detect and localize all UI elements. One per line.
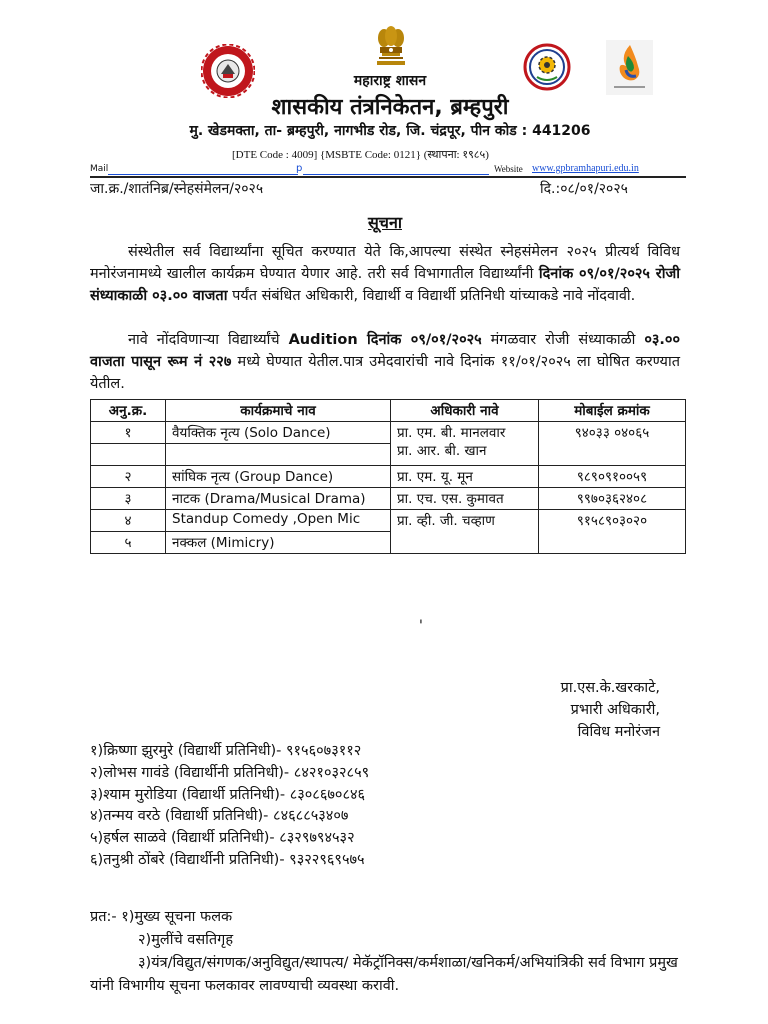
notice-paragraph-2 [90, 329, 680, 395]
mail-underline [108, 174, 298, 175]
table-cell-sr: १ [91, 422, 166, 444]
mail-underline-2 [303, 174, 489, 175]
header-divider [90, 176, 686, 178]
college-emblem-icon [201, 44, 255, 98]
table-header-program: कार्यक्रमाचे नाव [166, 400, 391, 422]
signature-department: विविध मनोरंजन [577, 724, 660, 740]
stray-mark: ' [419, 618, 423, 634]
gear-seal-icon [523, 43, 571, 91]
table-cell-empty [166, 444, 391, 466]
signature-designation: प्रभारी अधिकारी, [570, 702, 660, 718]
list-item: ४)तन्मय वरठे (विद्यार्थी प्रतिनिधी)- ८४६८८५३४०७ [90, 808, 349, 825]
table-cell-mobile: ९१५८९०३०२० [539, 510, 686, 554]
website-label: Website [494, 164, 523, 174]
website-link[interactable]: www.gpbramhapuri.edu.in [532, 163, 639, 174]
table-cell-sr: २ [91, 466, 166, 488]
program-table [90, 399, 686, 554]
table-header-sr: अनु.क्र. [91, 400, 166, 422]
table-cell-program: वैयक्तिक नृत्य (Solo Dance) [166, 422, 391, 444]
list-item: २)लोभस गावंडे (विद्यार्थीनी प्रतिनिधी)- ८४२१०३२८५९ [90, 764, 370, 781]
table-cell-officer: प्रा. एच. एस. कुमावत [391, 488, 539, 510]
list-item: ६)तनुश्री ठोंबरे (विद्यार्थीनी प्रतिनिधी)- ९३२२९६९५७५ [90, 851, 365, 868]
table-cell-officer: प्रा. एम. यू. मून [391, 466, 539, 488]
institute-codes: [DTE Code : 4009] {MSBTE Code: 0121} (स्थापना: १९८५) [232, 149, 489, 161]
table-header-mobile: मोबाईल क्रमांक [539, 400, 686, 422]
table-cell-mobile: ९४०३३ ०४०६५ [539, 422, 686, 466]
reference-number: जा.क्र./शातंनिब्र/स्नेहसंमेलन/२०२५ [90, 181, 264, 197]
copies-block [90, 906, 690, 998]
table-cell-sr: ३ [91, 488, 166, 510]
copy-line-2: २)मुलींचे वसतिगृह [138, 932, 234, 948]
list-item: १)क्रिष्णा झुरमुरे (विद्यार्थी प्रतिनिधी)- ९१५६०७३११२ [90, 743, 362, 759]
flame-logo-icon [606, 40, 653, 95]
representatives-list [90, 741, 369, 872]
table-cell-program: नाटक (Drama/Musical Drama) [166, 488, 391, 510]
table-header-officer: अधिकारी नावे [391, 400, 539, 422]
list-item: ३)श्याम मुरोडिया (विद्यार्थी प्रतिनिधी)- ८३०८६७०८४६ [90, 786, 366, 803]
table-cell-sr: ५ [91, 532, 166, 554]
table-cell-officers-1 [391, 422, 539, 466]
table-cell-mobile: ९९७०३६२४०८ [539, 488, 686, 510]
govt-label: महाराष्ट्र शासन [353, 73, 427, 89]
table-row [91, 510, 686, 532]
para1-text-1: संस्थेतील सर्व विद्यार्थ्यांना सूचित करण्यात येते कि,आपल्या संस्थेत स्नेहसंमेलन २०२५ प्रीत्यर्थ विविध मनोरंजनामध्ये खालील कार्यक्रम घेण्यात येणार आहे. तरी सर्व विभागातील विद्यार्थ्यांनी [90, 244, 680, 282]
table-cell-program: सांघिक नृत्य (Group Dance) [166, 466, 391, 488]
signature-name: प्रा.एस.के.खरकाटे, [560, 680, 660, 696]
copy-line-1: प्रत:- १)मुख्य सूचना फलक [90, 909, 233, 925]
notice-title: सूचना [367, 213, 402, 232]
para2-bold-2: ०३.०० वाजता पासून रूम नं २२७ [90, 332, 681, 370]
table-cell-program: नक्कल (Mimicry) [166, 532, 391, 554]
table-header-row [91, 400, 686, 422]
table-row [91, 422, 686, 444]
table-row [91, 466, 686, 488]
copy-line-3: ३)यंत्र/विद्युत/संगणक/अनुविद्युत/स्थापत्य/ मेकॅट्रॉनिक्स/कर्मशाळा/खनिकर्म/अभियांत्रिकी सर्व विभाग प्रमुख यांनी विभागीय सूचना फलकावर लावण्याची व्यवस्था करावी. [90, 955, 678, 994]
table-cell-sr: ४ [91, 510, 166, 532]
mail-p: p [296, 163, 303, 174]
para2-text-2: मंगळवार रोजी संध्याकाळी [490, 332, 636, 348]
table-cell-officer: प्रा. व्ही. जी. चव्हाण [391, 510, 539, 554]
officer-name: प्रा. आर. बी. खान [397, 443, 487, 459]
notice-paragraph-1 [90, 241, 680, 307]
officer-name: प्रा. एम. बी. मानलवार [397, 425, 506, 441]
signature-block [561, 677, 660, 743]
para1-text-2: पर्यंत संबंधित अधिकारी, विद्यार्थी व विद्यार्थी प्रतिनिधी यांच्याकडे नावे नोंदवावी. [232, 288, 636, 304]
para1-bold-1: दिनांक ०९/०१/२०२५ रोजी संध्याकाळी ०३.०० वाजता [90, 266, 681, 304]
table-row [91, 488, 686, 510]
para2-bold-1: Audition दिनांक ०९/०१/२०२५ [288, 332, 482, 348]
reference-date: दि.:०८/०१/२०२५ [540, 181, 628, 197]
table-cell-program: Standup Comedy ,Open Mic [166, 510, 391, 532]
table-cell-empty [91, 444, 166, 466]
para2-text-3: मध्ये घेण्यात येतील.पात्र उमेदवारांची नावे दिनांक ११/०१/२०२५ ला घोषित करण्यात येतील. [90, 354, 680, 392]
table-cell-mobile: ९८९०९१००५९ [539, 466, 686, 488]
para2-text-1: नावे नोंदविणाऱ्या विद्यार्थ्यांचे [128, 332, 280, 348]
mail-label: Mail [90, 164, 109, 174]
institute-name: शासकीय तंत्रनिकेतन, ब्रम्हपुरी [271, 95, 509, 120]
institute-address: मु. खेडमक्ता, ता- ब्रम्हपुरी, नागभीड रोड, जि. चंद्रपूर, पीन कोड : 441206 [189, 123, 591, 139]
state-emblem-icon [373, 24, 409, 68]
list-item: ५)हर्षल साळवे (विद्यार्थी प्रतिनिधी)- ८३२९७९४५३२ [90, 830, 355, 847]
